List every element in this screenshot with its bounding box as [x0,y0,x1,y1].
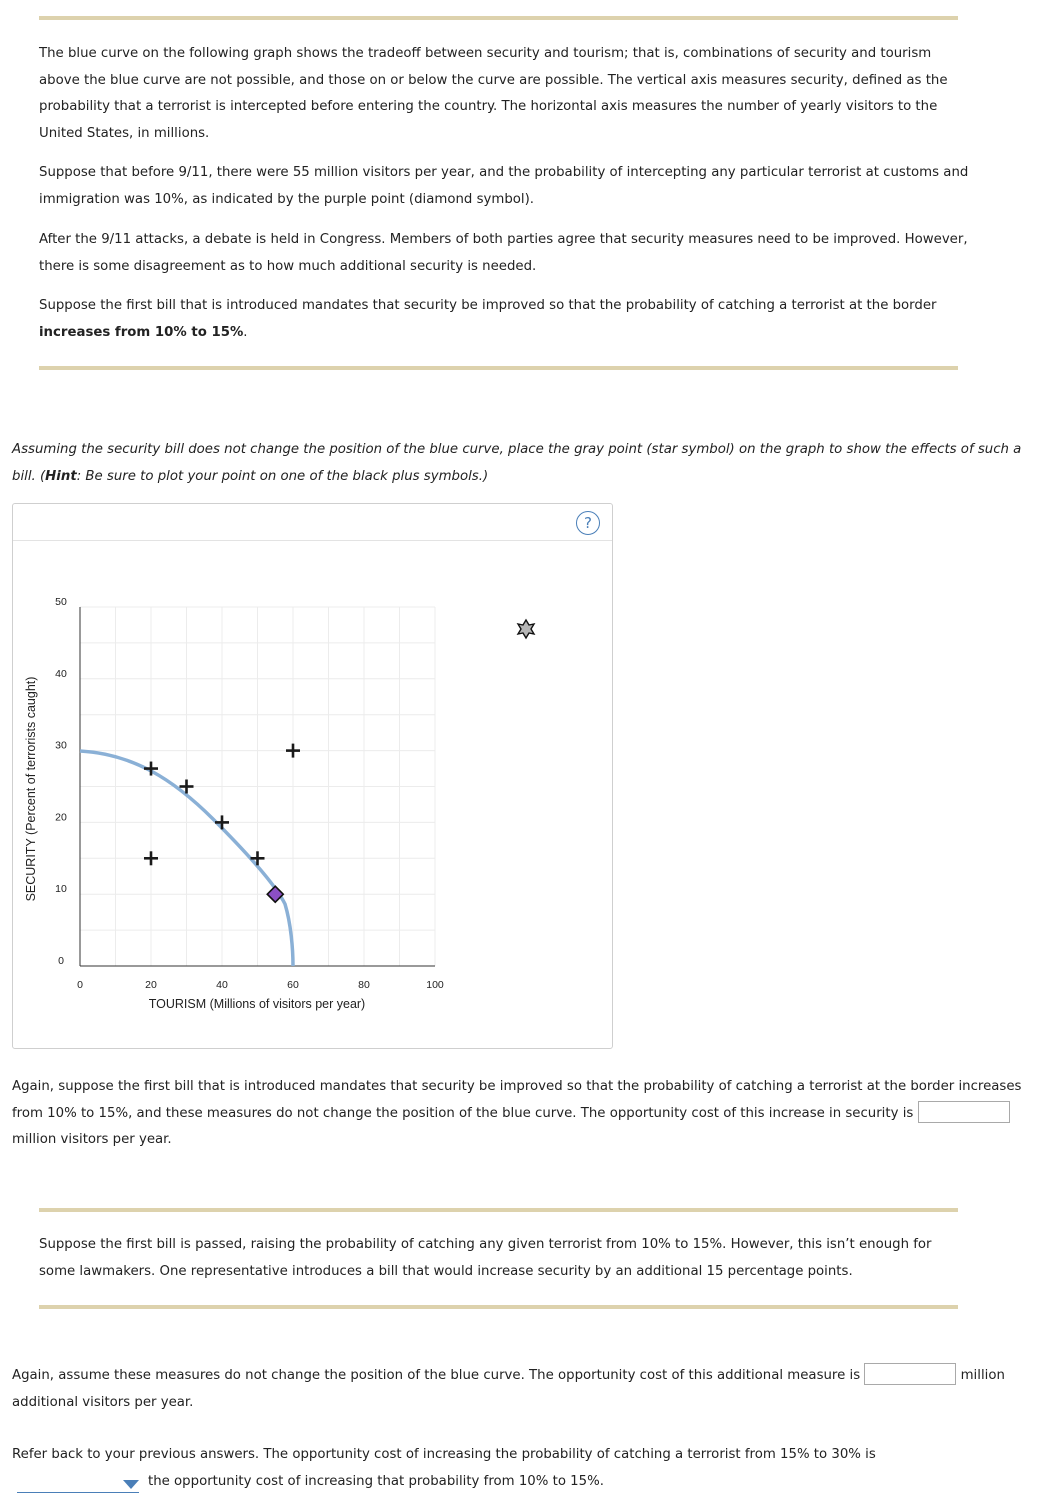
x-tick-labels [77,979,444,991]
intro-paragraph-4-start: Suppose the first bill that is introduced mandates that security be improved so that the probability of catching a terrorist at the border [39,298,937,313]
top-divider [39,16,958,20]
q2-text-before: Again, assume these measures do not change the position of the blue curve. The opportunity cost of this additional measure is [12,1368,861,1383]
q3-text-before: Refer back to your previous answers. The opportunity cost of increasing the probability of catching a terrorist from 15% to 30% is [12,1447,876,1462]
y-tick-label: 30 [55,739,67,752]
intro-paragraph-1: The blue curve on the following graph shows the tradeoff between security and tourism; that is, combinations of security and tourism above the blue curve are not possible, and those on or below the curve are possible. The vertical axis measures security, defined as the probability that a terrorist is intercepted before entering the country. The horizontal axis measures the number of yearly visitors to the United States, in millions. [39,46,948,141]
x-tick-label: 60 [287,979,299,991]
y-axis-label: SECURITY (Percent of terrorists caught) [24,676,38,902]
y-tick-label: 50 [55,596,67,608]
x-tick-label: 80 [358,979,370,991]
intro-bottom-divider [39,366,958,370]
plus-marker[interactable] [215,815,229,829]
x-tick-label: 100 [426,979,444,991]
y-tick-label: 0 [58,955,64,967]
section-2-paragraph: Suppose the first bill is passed, raising the probability of catching any given terrorist from 10% to 15%. However, this isn’t enough for some lawmakers. One representative introduces a bill that would increase security by an additional 15 percentage points. [39,1237,932,1279]
instruction-text-2: : Be sure to plot your point on one of the black plus symbols.) [76,468,489,484]
intro-paragraph-2: Suppose that before 9/11, there were 55 million visitors per year, and the probability of intercepting any particular terrorist at customs and immigration was 10%, as indicated by the purple point (diamond symbol). [39,165,969,207]
plus-marker[interactable] [144,851,158,865]
q1-text-after: million visitors per year. [12,1132,172,1147]
x-tick-label: 0 [77,979,83,991]
section-2-bottom-divider [39,1305,958,1309]
y-tick-labels [55,596,67,967]
q2-answer-input[interactable] [864,1363,956,1385]
q1-text-before: Again, suppose the first bill that is introduced mandates that security be improved so that the probability of catching a terrorist at the border increases from 10% to 15%, and these measures do not change the position of the blue curve. The opportunity cost of this increase in security is [12,1079,1022,1121]
help-icon[interactable]: ? [576,511,600,535]
graph-panel [12,503,613,1049]
question-3 [12,1442,1042,1495]
x-tick-label: 20 [145,979,157,991]
graph-instruction [12,437,1042,490]
y-tick-label: 40 [55,667,67,680]
y-tick-label: 20 [55,811,67,824]
star-tool-icon[interactable] [518,620,534,638]
q1-answer-input[interactable] [918,1101,1010,1123]
question-2 [12,1363,1042,1416]
q3-dropdown[interactable] [17,1478,139,1493]
x-axis-label: TOURISM (Millions of visitors per year) [148,997,366,1011]
dropdown-arrow-icon [123,1480,139,1490]
plus-marker[interactable] [286,744,300,758]
intro-paragraph-4-end: . [243,324,248,340]
x-tick-label: 40 [216,979,228,991]
q3-text-after: the opportunity cost of increasing that probability from 10% to 15%. [148,1473,604,1489]
intro-paragraph-4 [39,293,969,346]
q2-text-after: million additional visitors per year. [12,1368,1005,1410]
grid [80,607,435,966]
intro-paragraph-3: After the 9/11 attacks, a debate is held in Congress. Members of both parties agree that security measures need to be improved. However, there is some disagreement as to how much additional security is needed. [39,232,968,274]
instruction-text-1: Assuming the security bill does not change the position of the blue curve, place the gray point (star symbol) on the graph to show the effects of such a bill. ( [12,442,1022,484]
intro-paragraph-4-bold: increases from 10% to 15% [39,324,244,340]
question-1 [12,1074,1042,1154]
hint-label: Hint [45,468,77,484]
graph-svg [13,504,612,1048]
section-2-top-divider [39,1208,958,1212]
y-tick-label: 10 [55,883,67,896]
